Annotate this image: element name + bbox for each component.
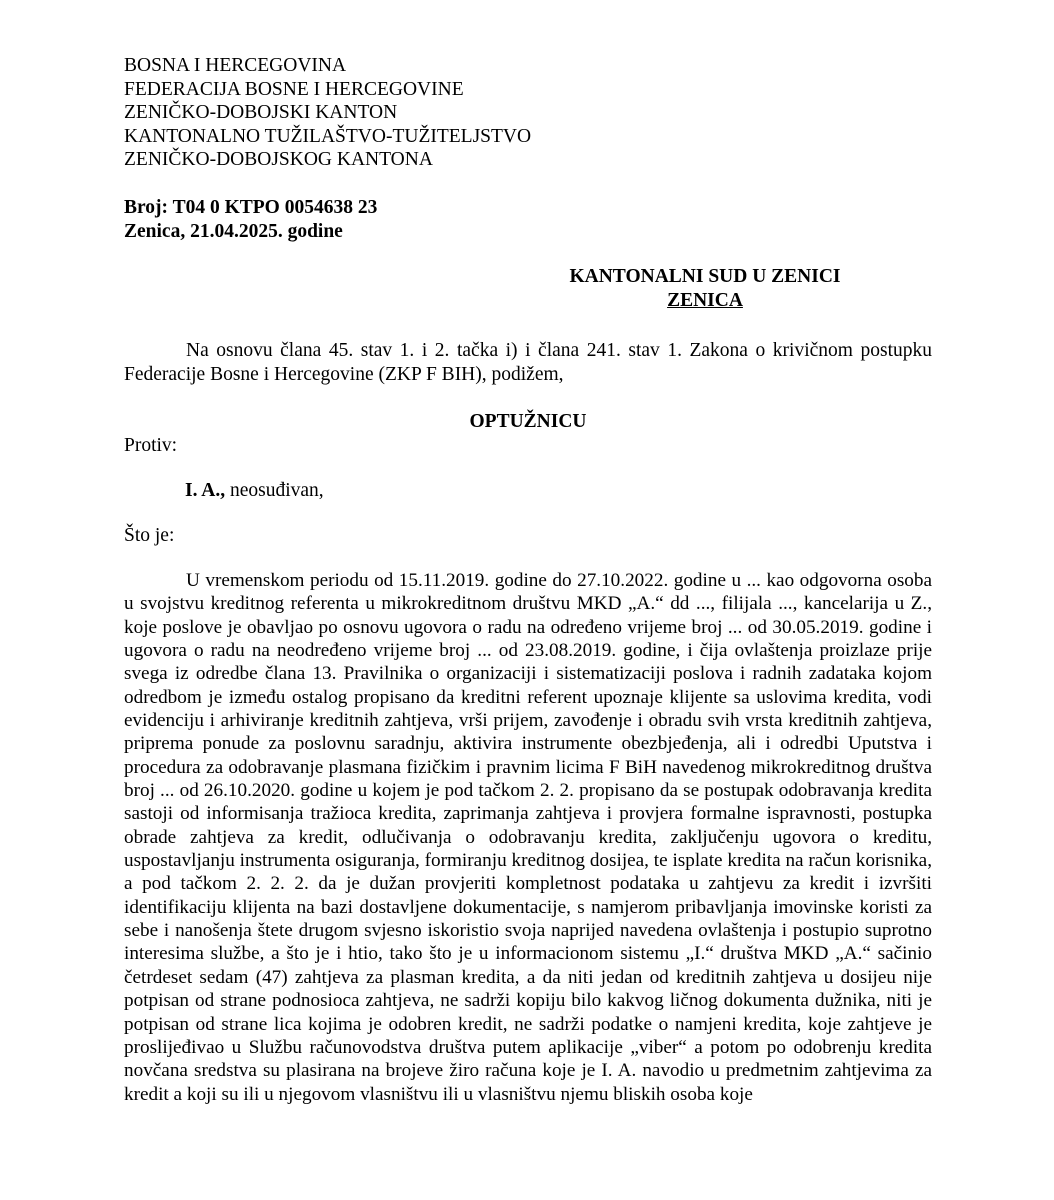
document-page: [124, 54, 932, 1106]
against-label: Protiv:: [124, 434, 178, 456]
court-name: KANTONALNI SUD U ZENICI: [569, 265, 841, 287]
accused-line: [124, 479, 932, 503]
case-number: Broj: T04 0 KTPO 0054638 23: [124, 196, 378, 218]
accused-name: I. A.,: [185, 479, 226, 501]
header-line-prosecutor-office: KANTONALNO TUŽILAŠTVO-TUŽITELJSTVO: [124, 125, 532, 147]
legal-basis-paragraph: Na osnovu člana 45. stav 1. i 2. tačka i) i člana 241. stav 1. Zakona o krivičnom postupku Federacije Bosne i Hercegovine (ZKP F BIH), podižem,: [124, 339, 932, 385]
charge-label: Što je:: [124, 524, 175, 546]
header-line-federation: FEDERACIJA BOSNE I HERCEGOVINE: [124, 78, 464, 100]
header-line-canton: ZENIČKO-DOBOJSKI KANTON: [124, 102, 398, 124]
court-addressee: [124, 265, 850, 313]
document-title: OPTUŽNICU: [469, 410, 587, 432]
case-reference: [124, 196, 932, 244]
header-line-prosecutor-canton: ZENIČKO-DOBOJSKOG KANTONA: [124, 149, 433, 171]
issuer-header: [124, 54, 932, 172]
charge-description: U vremenskom periodu od 15.11.2019. godine do 27.10.2022. godine u ... kao odgovorna osoba u svojstvu kreditnog referenta u mikrokreditnom društvu MKD „A.“ dd ..., filijala ..., kancelarija u Z., koje poslove je obavljao po osnovu ugovora o radu na određeno vrijeme broj ... od 30.05.2019. godine i ugovora o radu na neodređeno vrijeme broj ... od 23.08.2019. godine, i čija ovlaštenja proizlaze prije svega iz odredbe člana 13. Pravilnika o organizaciji i sistematizaciji poslova i radnih zadataka kojom odredbom je između ostalog propisano da kreditni referent upoznaje klijente sa uslovima kredita, vodi evidenciju i arhiviranje kreditnih zahtjeva, vrši prijem, zavođenje i obradu svih vrsta kreditnih zahtjeva, priprema ponude za poslovnu saradnju, aktivira instrumente obezbjeđenja, ali i odredbi Uputstva i procedura za odobravanje plasmana fizičkim i pravnim licima F BiH navedenog mikrokreditnog društva broj ... od 26.10.2020. godine u kojem je pod tačkom 2. 2. propisano da se postupak odobravanja kredita sastoji od informisanja tražioca kredita, zaprimanja zahtjeva i provjera formalne ispravnosti, postupka obrade zahtjeva za kredit, odlučivanja o odobravanju kredita, zaključenju ugovora o kreditu, uspostavljanju instrumenta osiguranja, formiranju kreditnog dosijea, te isplate kredita na račun korisnika, a pod tačkom 2. 2. 2. da je dužan provjeriti kompletnost podataka u zahtjevu za kredit i izvršiti identifikaciju klijenta na bazi dostavljene dokumentacije, s namjerom pribavljanja imovinske koristi za sebe i nanošenja štete drugom svjesno iskoristio svoja naprijed navedena ovlaštenja i postupio suprotno interesima službe, a što je i htio, tako što je u informacionom sistemu „I.“ društva MKD „A.“ sačinio četrdeset sedam (47) zahtjeva za plasman kredita, a da niti jedan od kreditnih zahtjeva u dosijeu nije potpisan od strane podnosioca zahtjeva, ne sadrži kopiju bilo kakvog ličnog dokumenta dužnika, niti je potpisan od strane lica kojima je odobren kredit, ne sadrži podatke o namjeni kredita, koje zahtjeve je proslijeđivao u Službu računovodstva društva putem aplikacije „viber“ a potom po odobrenju kredita novčana sredstva su plasirana na brojeve žiro računa koje je I. A. navodio u predmetnim zahtjevima za kredit a koji su ili u njegovom vlasništvu ili u vlasništvu njemu bliskih osoba koje: [124, 569, 932, 1105]
header-line-country: BOSNA I HERCEGOVINA: [124, 55, 347, 76]
court-city: ZENICA: [667, 289, 743, 311]
accused-note: neosuđivan,: [225, 479, 324, 501]
place-date: Zenica, 21.04.2025. godine: [124, 220, 343, 242]
